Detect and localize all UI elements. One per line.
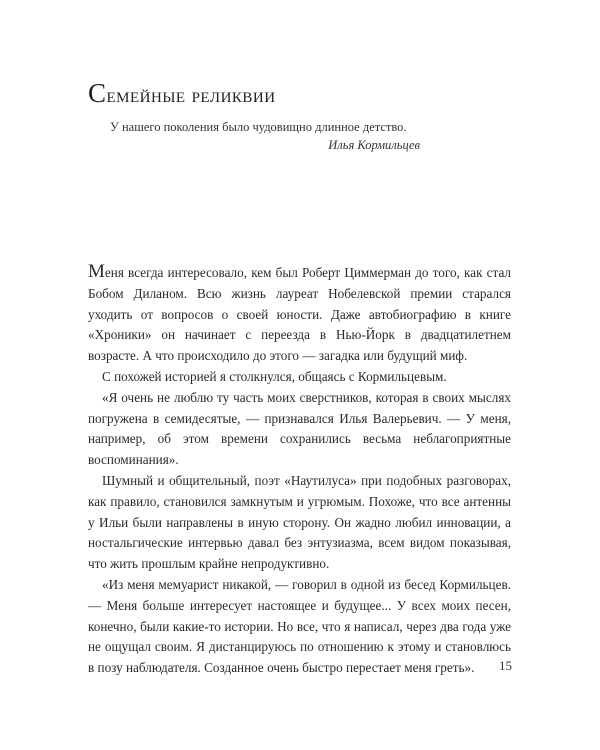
chapter-title-rest: емейные реликвии xyxy=(106,82,276,107)
epigraph-text: У нашего поколения было чудовищно длинное детство. xyxy=(110,120,407,134)
drop-cap: М xyxy=(88,261,105,282)
paragraph-4: Шумный и общительный, поэт «Наутилуса» при подобных разговорах, как правило, становился замкнутым и угрюмым. Похоже, что все антенны у Ильи были направлены в иную сторону. Он жадно любил инновации, а ностальгические интервью давал без энтузиазма, всем видом показывая, что жить прошлым крайне непродуктивно. xyxy=(88,472,511,572)
paragraph-3: «Я очень не люблю ту часть моих сверстников, которая в своих мыслях погружена в семидесятые, — признавался Илья Валерьевич. — У меня, например, об этом времени сохранились весьма неблагоприятные воспоминания». xyxy=(88,389,511,468)
paragraph-1-text: еня всегда интересовало, кем был Роберт Циммерман до того, как стал Бобом Диланом. Всю жизнь лауреат Нобелевской премии старался уходить от вопросов о своей юности. Даже автобиографию в книге «Хроники» он начинает с переезда в Нью-Йорк в двадцатилетнем возрасте. А что происходило до этого — загадка или будущий миф. xyxy=(88,265,511,364)
chapter-title xyxy=(88,78,276,109)
epigraph-author: Илья Кормильцев xyxy=(328,138,420,152)
paragraph-5: «Из меня мемуарист никакой, — говорил в одной из бесед Кормильцев. — Меня больше интересует настоящее и будущее... У всех моих песен, конечно, были какие-то истории. Но все, что я написал, через два года уже не ощущал своим. Я дистанцируюсь по отношению к этому и становлюсь в позу наблюдателя. Созданное очень быстро перестает меня греть». xyxy=(88,576,511,676)
paragraph-2: С похожей историей я столкнулся, общаясь с Кормильцевым. xyxy=(102,368,447,384)
page-number: 15 xyxy=(499,658,512,673)
paragraph-1 xyxy=(88,262,511,367)
chapter-title-initial: С xyxy=(88,78,107,108)
epigraph xyxy=(110,118,420,154)
body-text xyxy=(88,262,511,679)
